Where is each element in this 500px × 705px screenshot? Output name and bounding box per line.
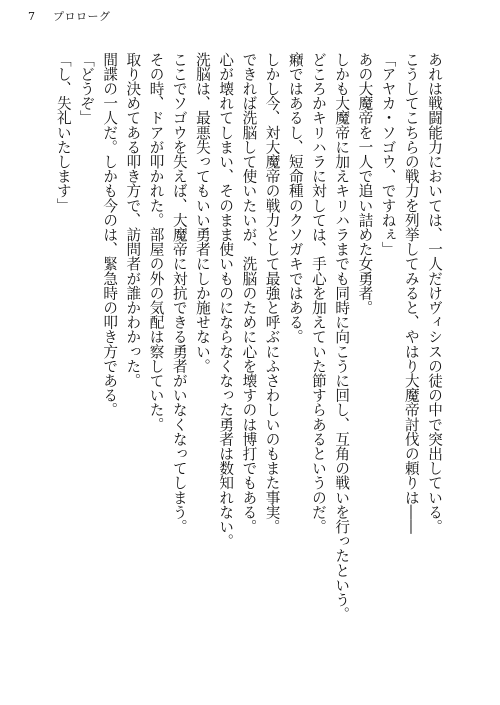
page-number: 7 [28,10,35,23]
text-line-9: できれば洗脳して使いたいが、洗脳のために心を壊すのは博打でもある。 [240,52,258,534]
text-line-14: 取り決めてある叩き方で、訪問者が誰かわかった。 [124,52,142,388]
text-line-8: しかし今、対大魔帝の戦力として最強と呼ぶにふさわしいのもまた事実。 [263,52,281,534]
text-line-17: 「し、失礼いたします」 [54,52,72,213]
text-line-4: あの大魔帝を一人で追い詰めた女勇者。 [356,52,374,315]
text-line-3: 「アヤカ・ソゴウ、ですねぇ」 [379,52,397,257]
text-line-11: 洗脳は、最悪失ってもいい勇者にしか施せない。 [193,52,211,374]
text-line-7: 癪ではあるし、短命種のクソガキではある。 [286,52,304,344]
page-header [28,10,168,24]
text-line-1: あれは戦闘能力においては、一人だけヴィシスの徒の中で突出している。 [426,52,443,534]
text-line-10: 心が壊れてしまい、そのまま使いものにならなくなった勇者は数知れない。 [217,52,235,549]
text-line-13: その時、ドアが叩かれた。部屋の外の気配は察していた。 [147,52,165,432]
text-line-2: こうしてこちらの戦力を列挙してみると、やはり大魔帝討伐の頼りは―― [402,52,420,534]
body-text [52,52,446,692]
text-line-5: しかも大魔帝に加えキリハラまでも同時に向こうに回し、互角の戦いを行ったという。 [333,52,351,622]
text-line-12: ここでソゴウを失えば、大魔帝に対抗できる勇者がいなくなってしまう。 [170,52,188,534]
text-line-16: 「どうぞ」 [77,52,95,125]
text-line-15: 間諜の一人だ。しかも今のは、緊急時の叩き方である。 [101,52,119,417]
chapter-title: プロローグ [53,10,111,23]
text-line-6: どころかキリハラに対しては、手心を加えていた節すらあるというのだ。 [309,52,327,534]
